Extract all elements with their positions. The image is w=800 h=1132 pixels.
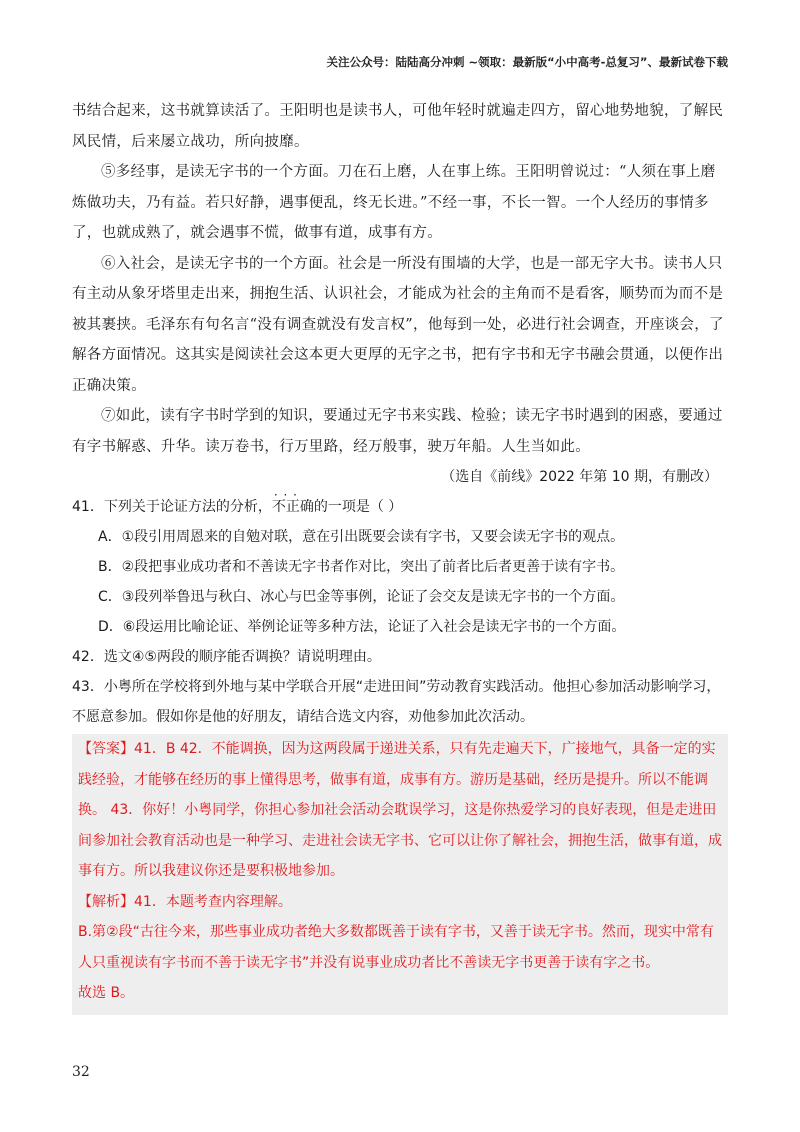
option-d: D．⑥段运用比喻论证、举例论证等多种方法，论证了入社会是读无字书的一个方面。 bbox=[98, 619, 626, 635]
paragraph-6: ⑥入社会，是读无字书的一个方面。社会是一所没有围墙的大学，也是一部无字大书。读书人只有主动从象牙塔里走出来，拥抱生活、认识社会，才能成为社会的主角而不是看客，顺势而为而不是被其裹挟。毛泽东有句名言“没有调查就没有发言权”，他每到一处，必进行社会调查，开座谈会，了解各方面情况。这其实是阅读社会这本更大更厚的无字之书，把有字书和无字书融会贯通，以便作出正确决策。 bbox=[72, 255, 724, 394]
answer-section bbox=[72, 734, 728, 1015]
question-41-suffix: 的一项是（ ） bbox=[313, 499, 403, 515]
option-a: A．①段引用周恩来的自勉对联，意在引出既要会读有字书，又要会读无字书的观点。 bbox=[98, 529, 625, 545]
article-body bbox=[72, 96, 728, 732]
question-43: 43．小粤所在学校将到外地与某中学联合开展“走进田间”劳动教育实践活动。他担心参加活动影响学习，不愿意参加。假如你是他的好朋友，请结合选文内容，劝他参加此次活动。 bbox=[72, 679, 721, 725]
analysis-title: 【解析】41．本题考查内容理解。 bbox=[78, 893, 292, 910]
question-41-prefix: 41．下列关于论证方法的分析， bbox=[72, 499, 272, 515]
source-citation: （选自《前线》2022 年第 10 期，有删改） bbox=[441, 469, 718, 485]
paragraph-7: ⑦如此，读有字书时学到的知识，要通过无字书来实践、检验；读无字书时遇到的困惑，要通过有字书解惑、升华。读万卷书，行万里路，经万般事，驶万年船。人生当如此。 bbox=[72, 408, 723, 455]
option-c: C．③段列举鲁迅与秋白、冰心与巴金等事例，论证了会交友是读无字书的一个方面。 bbox=[98, 589, 625, 605]
analysis-body: B.第②段“古往今来，那些事业成功者绝大多数都既善于读有字书，又善于读无字书。然而，现实中常有人只重视读有字书而不善于读无字书”并没有说事业成功者比不善读无字书更善于读有字之书。 bbox=[78, 924, 714, 971]
question-41-emphasis: · · · 不正确 bbox=[272, 492, 314, 522]
paragraph-5: ⑤多经事，是读无字书的一个方面。刀在石上磨，人在事上练。王阳明曾说过：“人须在事上磨炼做功夫，乃有益。若只好静，遇事便乱，终无长进。”不经一事，不长一智。一个人经历的事情多了，也就成熟了，就会遇事不慌，做事有道，成事有方。 bbox=[72, 164, 716, 241]
analysis-conclusion: 故选 B。 bbox=[78, 985, 135, 1001]
answer-text: 【答案】41．B 42．不能调换，因为这两段属于递进关系，只有先走遍天下，广接地气，具备一定的实践经验，才能够在经历的事上懂得思考，做事有道，成事有方。游历是基础，经历是提升。所以不能调换。 43．你好！小粤同学，你担心参加社会活动会耽误学习，这是你热爱学习的良好表现，但是走进田间参加社会教育活动也是一种学习、走进社会读无字书、它可以让你了解社会，拥抱生活，做事有道，成事有方。所以我建议你还是要积极地参加。 bbox=[78, 741, 722, 879]
page-number: 32 bbox=[72, 1064, 90, 1080]
paragraph-continuation: 书结合起来，这书就算读活了。王阳明也是读书人，可他年轻时就遍走四方，留心地势地貌，了解民风民情，后来屡立战功，所向披靡。 bbox=[72, 103, 724, 150]
question-42: 42．选文④⑤两段的顺序能否调换？请说明理由。 bbox=[72, 649, 381, 665]
question-41 bbox=[72, 492, 728, 522]
option-b: B．②段把事业成功者和不善读无字书者作对比，突出了前者比后者更善于读有字书。 bbox=[98, 559, 625, 575]
page-header: 关注公众号：陆陆高分冲刺 ~领取：最新版“小中高考-总复习”、最新试卷下载 bbox=[326, 55, 728, 69]
